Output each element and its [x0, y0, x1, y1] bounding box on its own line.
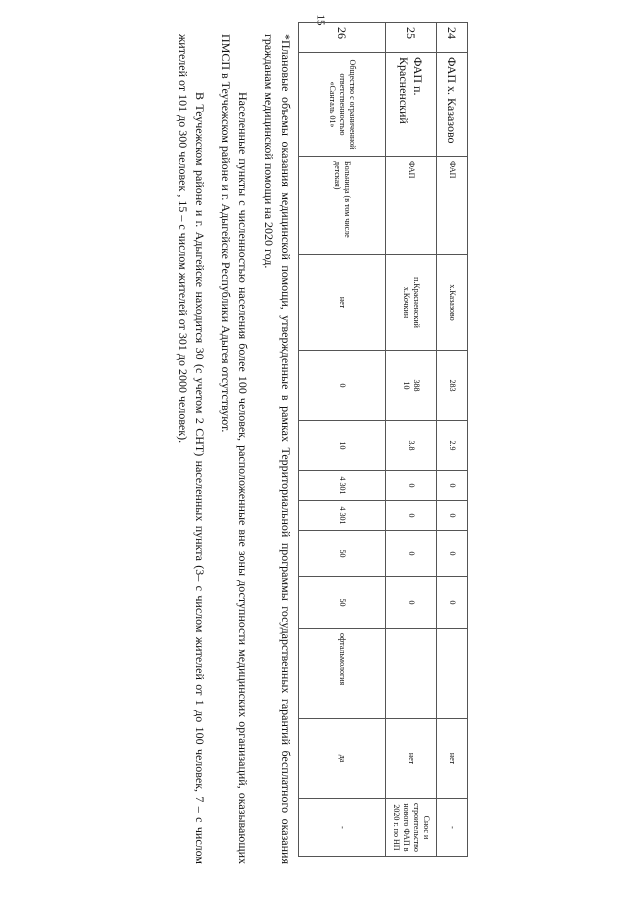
population: 0 [299, 351, 386, 421]
table-row [386, 23, 437, 857]
row-number: 24 [437, 23, 468, 53]
distance: 10 [299, 421, 386, 471]
cell: 50 [299, 531, 386, 577]
flag: нет [437, 719, 468, 799]
profile [437, 629, 468, 719]
locality: п.Красненский х.Кочкин [386, 255, 437, 351]
cell: 0 [386, 531, 437, 577]
cell: 0 [386, 501, 437, 531]
remark: - [437, 799, 468, 857]
footnote: *Плановые объемы оказания медицинской помощи, утвержденные в рамках Территориальной программы государственных гарантий бесплатного оказания гражданам медицинской помощи на 2020 год. [262, 34, 293, 864]
facility-type: ФАП [437, 157, 468, 255]
cell: 0 [437, 531, 468, 577]
profile [386, 629, 437, 719]
cell: 0 [437, 471, 468, 501]
cell: 50 [299, 577, 386, 629]
locality: х.Казазово [437, 255, 468, 351]
cell: 0 [437, 577, 468, 629]
page-number: 15 [314, 14, 326, 26]
cell: 0 [386, 577, 437, 629]
cell: 4 301 [299, 471, 386, 501]
population: 388 10 [386, 351, 437, 421]
locality: нет [299, 255, 386, 351]
profile: офтальмология [299, 629, 386, 719]
rotated-page-content [28, 22, 468, 882]
paragraph: В Теучежском районе и г. Адыгейске находится 30 (с учетом 2 СНТ) населенных пункта (3– с числом жителей от 1 до 100 человек, 7 – с числом жителей от 101 до 300 человек , 15 – с числом жителей от 301 до 2000 человек). [176, 34, 207, 864]
table-row [437, 23, 468, 857]
flag: нет [386, 719, 437, 799]
facility-name: Общество с ограниченной ответственностью «Санталь 01» [299, 53, 386, 157]
cell: 4 301 [299, 501, 386, 531]
facility-name: ФАП п. Красненский [386, 53, 437, 157]
remark: - [299, 799, 386, 857]
population: 283 [437, 351, 468, 421]
notes [165, 34, 294, 864]
row-number: 26 [299, 23, 386, 53]
row-number: 25 [386, 23, 437, 53]
facility-name: ФАП х. Казазово [437, 53, 468, 157]
facilities-table [298, 22, 468, 857]
remark: Снос и строительство нового ФАП в 2020 г. по НП [386, 799, 437, 857]
cell: 0 [386, 471, 437, 501]
distance: 3.8 [386, 421, 437, 471]
facility-type: Больница (в том числе детская) [299, 157, 386, 255]
facility-type: ФАП [386, 157, 437, 255]
flag: да [299, 719, 386, 799]
distance: 2.9 [437, 421, 468, 471]
paragraph: Населенные пункты с численностью населения более 100 человек, расположенные вне зоны доступности медицинских организаций, оказывающих ПМСП в Теучежском районе и г. Адыгейске Республики Адыгея отсутствуют. [219, 34, 250, 864]
table-row [299, 23, 386, 857]
cell: 0 [437, 501, 468, 531]
